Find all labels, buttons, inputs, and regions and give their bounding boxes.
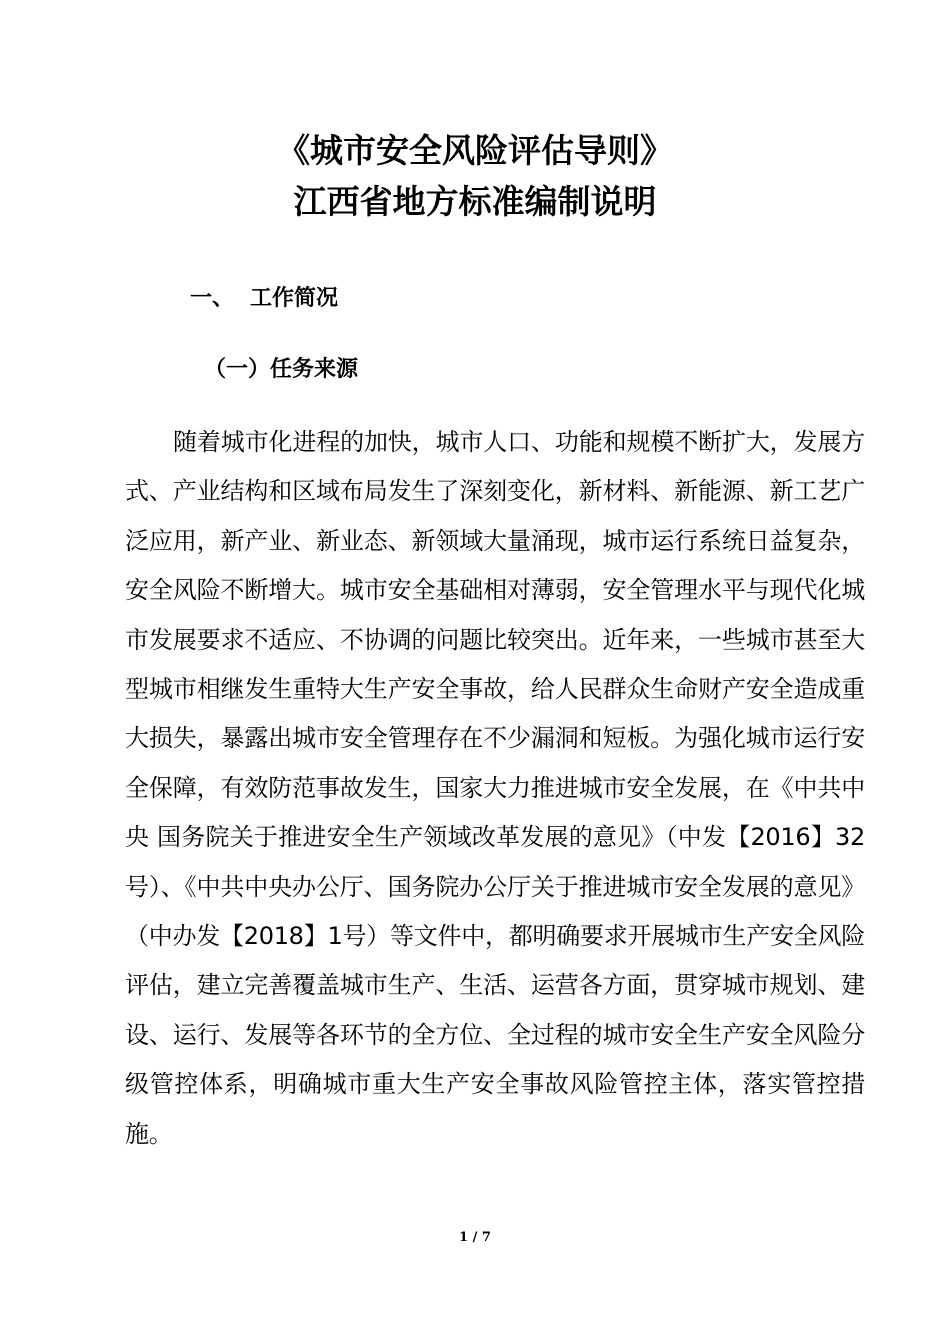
subsection-heading-task-source: （一）任务来源 xyxy=(204,357,359,382)
section-heading-work-overview xyxy=(190,283,338,315)
document-title-line-2: 江西省地方标准编制说明 xyxy=(293,182,657,221)
section-number: 一、 xyxy=(190,286,235,311)
page-number: 1 / 7 xyxy=(459,1230,491,1245)
section-title: 工作简况 xyxy=(250,286,339,311)
document-title-line-1: 《城市安全风险评估导则》 xyxy=(277,131,673,170)
body-paragraph: 随着城市化进程的加快，城市人口、功能和规模不断扩大，发展方式、产业结构和区域布局发生了深刻变化，新材料、新能源、新工艺广泛应用，新产业、新业态、新领域大量涌现，城市运行系统日益复杂，安全风险不断增大。城市安全基础相对薄弱，安全管理水平与现代化城市发展要求不适应、不协调的问题比较突出。近年来，一些城市甚至大型城市相继发生重特大生产安全事故，给人民群众生命财产安全造成重大损失，暴露出城市安全管理存在不少漏洞和短板。为强化城市运行安全保障，有效防范事故发生，国家大力推进城市安全发展，在《中共中央 国务院关于推进安全生产领域改革发展的意见》（中发【2016】32号）、《中共中央办公厅、国务院办公厅关于推进城市安全发展的意见》（中办发【2018】1号）等文件中，都明确要求开展城市生产安全风险评估，建立完善覆盖城市生产、生活、运营各方面，贯穿城市规划、建设、运行、发展等各环节的全方位、全过程的城市安全生产安全风险分级管控体系，明确城市重大生产安全事故风险管控主体，落实管控措施。 xyxy=(125,428,865,1148)
